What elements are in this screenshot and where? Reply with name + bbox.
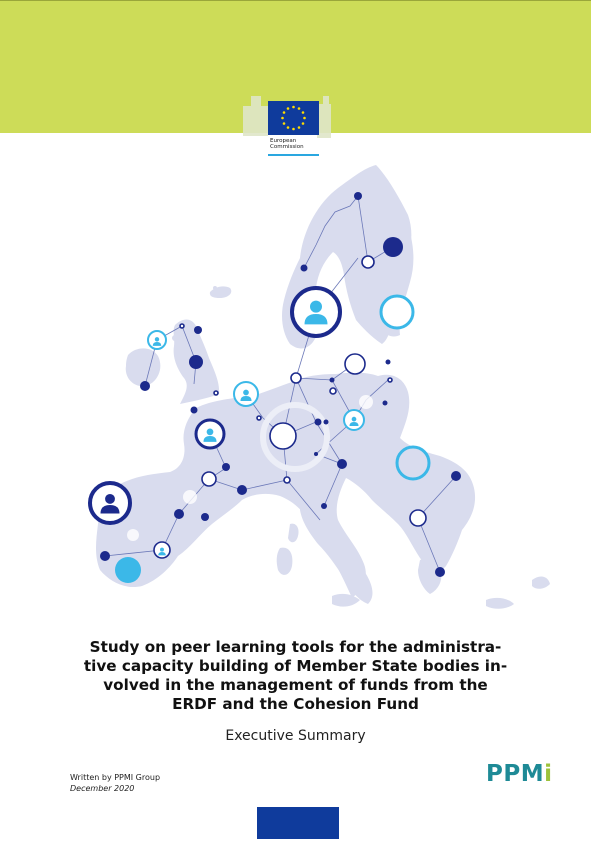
- person-node-small: [148, 331, 166, 349]
- person-node-large: [90, 483, 130, 523]
- title-line: volved in the management of funds from the: [103, 676, 488, 694]
- logo-text-line2: Commission: [270, 144, 304, 150]
- title-line: Study on peer learning tools for the administra-: [89, 638, 502, 656]
- person-node-small: [154, 542, 170, 558]
- person-node-medium: [196, 420, 224, 448]
- person-node-large: [292, 288, 340, 336]
- ppmi-logo: [486, 761, 553, 787]
- light-blue-dot: [115, 557, 141, 583]
- document-subtitle: Executive Summary: [225, 728, 366, 744]
- publication-date: December 2020: [70, 784, 135, 793]
- author-credit: Written by PPMI Group: [70, 773, 161, 782]
- eu-flag-icon: [268, 101, 319, 135]
- ec-logo-text: [270, 138, 304, 150]
- europe-network-map: [0, 150, 591, 620]
- logo-text-line1: European: [270, 138, 297, 144]
- ppmi-logo-text: PPM: [486, 761, 545, 787]
- person-node-small: [234, 382, 258, 406]
- white-dot: [183, 490, 197, 504]
- person-node-small: [344, 410, 364, 430]
- document-title: [70, 638, 521, 714]
- light-blue-ring: [381, 296, 413, 328]
- ppmi-logo-accent: i: [544, 761, 553, 787]
- title-line: ERDF and the Cohesion Fund: [172, 695, 419, 713]
- eu-flag-footer: [257, 807, 339, 839]
- title-line: tive capacity building of Member State bodies in-: [83, 657, 508, 675]
